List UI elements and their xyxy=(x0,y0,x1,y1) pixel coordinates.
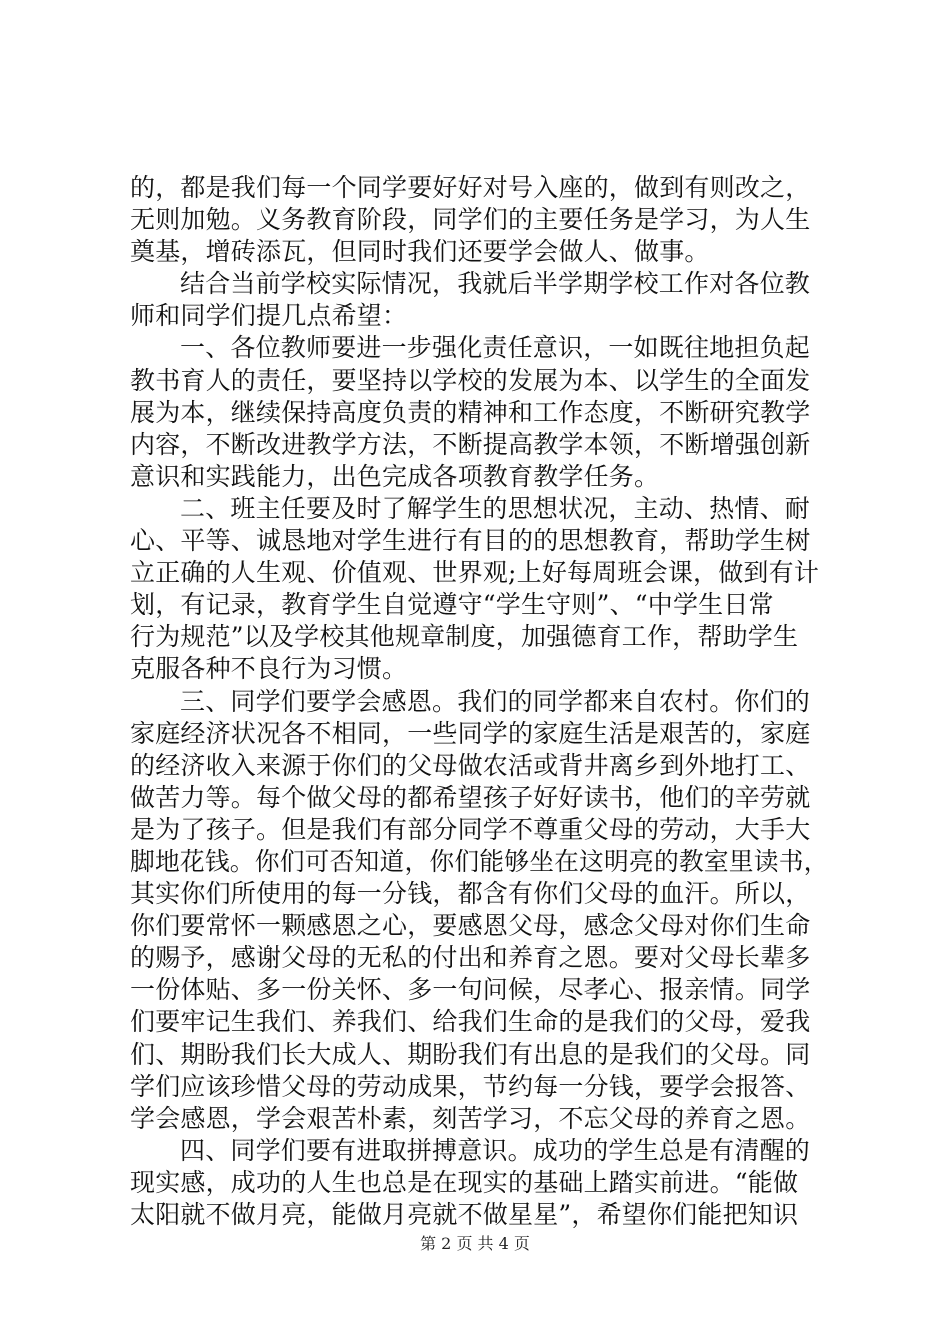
text-line: 立正确的人生观、价值观、世界观;上好每周班会课，做到有计 xyxy=(130,558,820,588)
paragraph-first-line: 二、班主任要及时了解学生的思想状况，主动、热情、耐 xyxy=(180,493,811,523)
text-line: 师和同学们提几点希望： xyxy=(130,301,408,331)
text-line: 无则加勉。义务教育阶段，同学们的主要任务是学习，为人生 xyxy=(130,205,811,235)
text-line: 展为本，继续保持高度负责的精神和工作态度，不断研究教学 xyxy=(130,397,811,427)
text-line: 意识和实践能力，出色完成各项教育教学任务。 xyxy=(130,461,660,491)
document-body xyxy=(130,172,830,1231)
paragraph-first-line: 结合当前学校实际情况，我就后半学期学校工作对各位教 xyxy=(180,269,811,299)
text-line: 的赐予，感谢父母的无私的付出和养育之恩。要对父母长辈多 xyxy=(130,943,811,973)
text-line: 心、平等、诚恳地对学生进行有目的的思想教育，帮助学生树 xyxy=(130,526,811,556)
page-footer: 第 2 页 共 4 页 xyxy=(420,1234,530,1253)
text-line: 划，有记录，教育学生自觉遵守“学生守则”、“中学生日常 xyxy=(130,590,774,620)
text-line: 学们应该珍惜父母的劳动成果，节约每一分钱，要学会报答、 xyxy=(130,1071,811,1101)
text-line: 一份体贴、多一份关怀、多一句问候，尽孝心、报亲情。同学 xyxy=(130,975,811,1005)
paragraph-first-line: 四、同学们要有进取拼搏意识。成功的学生总是有清醒的 xyxy=(180,1135,811,1165)
text-line: 太阳就不做月亮，能做月亮就不做星星”，希望你们能把知识 xyxy=(130,1200,799,1229)
text-line: 的经济收入来源于你们的父母做农活或背井离乡到外地打工、 xyxy=(130,750,811,780)
text-line: 其实你们所使用的每一分钱，都含有你们父母的血汗。所以， xyxy=(130,879,811,909)
text-line: 现实感，成功的人生也总是在现实的基础上踏实前进。“能做 xyxy=(130,1167,799,1197)
paragraph-first-line: 三、同学们要学会感恩。我们的同学都来自农村。你们的 xyxy=(180,686,811,716)
text-line: 教书育人的责任，要坚持以学校的发展为本、以学生的全面发 xyxy=(130,365,811,395)
text-line: 克服各种不良行为习惯。 xyxy=(130,654,408,684)
text-line: 的，都是我们每一个同学要好好对号入座的，做到有则改之， xyxy=(130,173,811,202)
text-line: 做苦力等。每个做父母的都希望孩子好好读书，他们的辛劳就 xyxy=(130,782,811,812)
text-line: 你们要常怀一颗感恩之心，要感恩父母，感念父母对你们生命 xyxy=(130,911,811,941)
text-line: 奠基，增砖添瓦，但同时我们还要学会做人、做事。 xyxy=(130,237,710,267)
paragraph-first-line: 一、各位教师要进一步强化责任意识，一如既往地担负起 xyxy=(180,333,811,363)
text-line: 脚地花钱。你们可否知道，你们能够坐在这明亮的教室里读书， xyxy=(130,846,829,876)
text-line: 学会感恩，学会艰苦朴素，刻苦学习，不忘父母的养育之恩。 xyxy=(130,1103,811,1133)
text-line: 是为了孩子。但是我们有部分同学不尊重父母的劳动，大手大 xyxy=(130,814,811,844)
text-line: 们要牢记生我们、养我们、给我们生命的是我们的父母，爱我 xyxy=(130,1007,811,1037)
text-line: 们、期盼我们长大成人、期盼我们有出息的是我们的父母。同 xyxy=(130,1039,811,1069)
text-line: 家庭经济状况各不相同，一些同学的家庭生活是艰苦的，家庭 xyxy=(130,718,811,748)
text-line: 行为规范”以及学校其他规章制度，加强德育工作，帮助学生 xyxy=(130,622,799,652)
text-line: 内容，不断改进教学方法，不断提高教学本领，不断增强创新 xyxy=(130,429,811,459)
